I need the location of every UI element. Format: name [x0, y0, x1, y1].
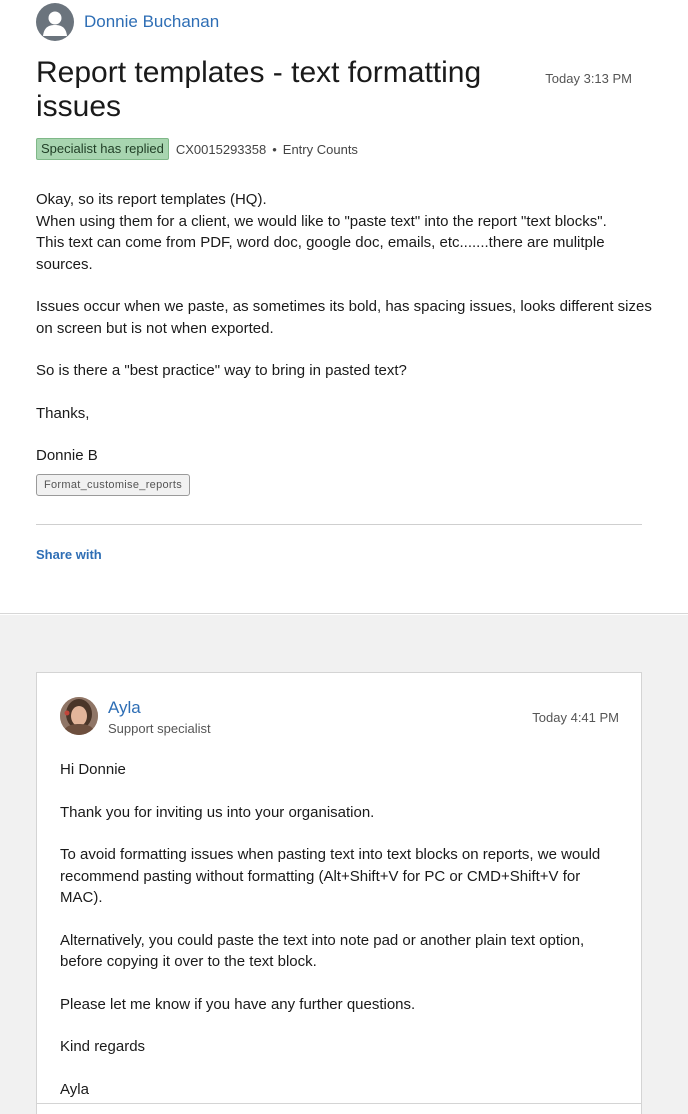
post-meta	[36, 138, 358, 160]
post-paragraph	[36, 189, 656, 275]
post-line: Issues occur when we paste, as sometimes its bold, has spacing issues, looks different sizes on screen but is not when exported.	[36, 298, 652, 337]
post-body	[36, 189, 656, 488]
user-icon	[36, 3, 74, 41]
reply-paragraph: Hi Donnie	[60, 761, 126, 778]
reply-author-name[interactable]: Ayla	[108, 698, 141, 717]
post-paragraph	[36, 403, 656, 425]
reply-card	[36, 672, 642, 1114]
reply-author-role: Support specialist	[108, 721, 211, 736]
avatar[interactable]	[60, 697, 98, 735]
post-paragraph	[36, 445, 656, 467]
reply-paragraph: To avoid formatting issues when pasting text into text blocks on reports, we would recommend pasting without formatting (Alt+Shift+V for PC or CMD+Shift+V for MAC).	[60, 846, 601, 906]
post-timestamp: Today 3:13 PM	[545, 71, 632, 86]
replies-section	[0, 615, 688, 1114]
post-line: Thanks,	[36, 404, 90, 422]
reply-paragraph: Ayla	[60, 1080, 89, 1098]
post-paragraph	[36, 296, 656, 339]
post-author[interactable]	[36, 2, 219, 42]
meta-separator: •	[272, 141, 277, 157]
post-line: When using them for a client, we would like to "paste text" into the report "text blocks".	[36, 212, 607, 230]
reply-paragraph: Kind regards	[60, 1038, 146, 1055]
divider	[36, 524, 642, 525]
post-line: So is there a "best practice" way to bring in pasted text?	[36, 362, 407, 379]
status-badge: Specialist has replied	[36, 138, 169, 160]
topic-tag[interactable]: Format_customise_reports	[36, 474, 190, 496]
post-line: Donnie B	[36, 447, 98, 464]
card-divider	[37, 1103, 641, 1104]
post-paragraph	[36, 360, 656, 382]
reply-paragraph: Alternatively, you could paste the text into note pad or another plain text option, before copying it over to the text block.	[60, 931, 585, 970]
reply-paragraph: Please let me know if you have any further questions.	[60, 995, 416, 1013]
reply-paragraph: Thank you for inviting us into your organisation.	[60, 803, 375, 821]
post-author-name[interactable]: Donnie Buchanan	[84, 12, 220, 31]
post-category: Entry Counts	[282, 141, 358, 157]
share-with-link[interactable]: Share with	[36, 547, 102, 562]
reply-timestamp: Today 4:41 PM	[532, 710, 619, 725]
post-line: This text can come from PDF, word doc, google doc, emails, etc.......there are mulitple sources.	[36, 234, 605, 273]
reply-body	[60, 759, 625, 1114]
post-title: Report templates - text formatting issues	[36, 56, 482, 123]
profile-photo-icon	[60, 697, 98, 735]
post-line: Okay, so its report templates (HQ).	[36, 191, 267, 208]
ticket-id: CX0015293358	[175, 141, 267, 157]
